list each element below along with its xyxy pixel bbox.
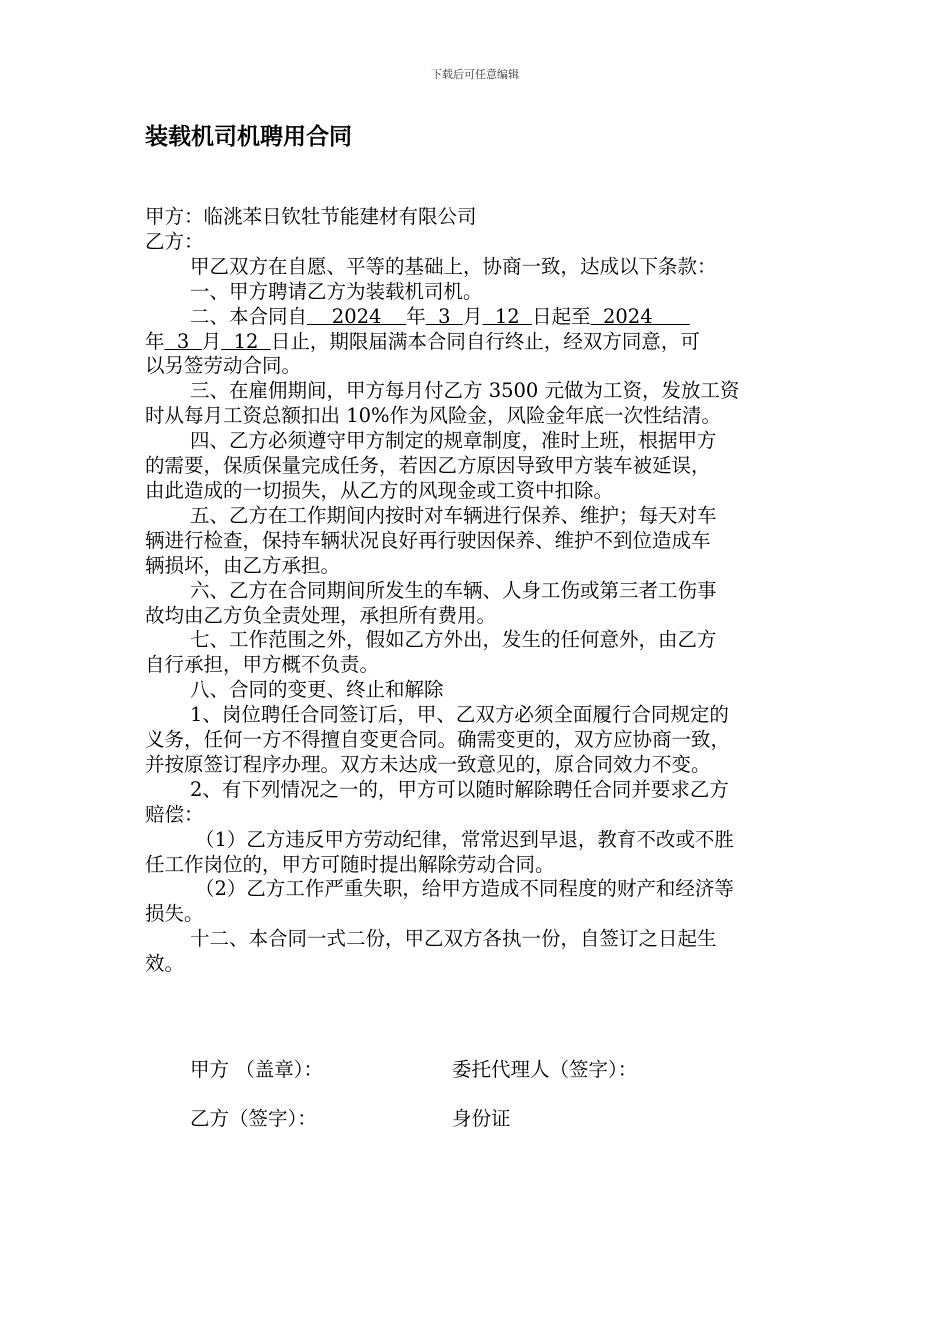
month-label: 月 (462, 304, 483, 328)
clause-6-line: 六、乙方在合同期间所发生的车辆、人身工伤或第三者工伤事 (190, 578, 717, 602)
clause-8-heading: 八、合同的变更、终止和解除 (190, 678, 444, 702)
clause-1: 一、甲方聘请乙方为装载机司机。 (190, 279, 483, 303)
page-header-note: 下载后可任意编辑 (431, 68, 519, 81)
clause-2-mid: 日起至 (532, 304, 591, 328)
clause-8-1-line: 义务，任何一方不得擅自变更合同。确需变更的，双方应协商一致， (145, 728, 731, 752)
id-card-label: 身份证 (452, 1107, 511, 1130)
clause-8-2-line: 2、有下列情况之一的，甲方可以随时解除聘任合同并要求乙方 (190, 777, 729, 801)
clause-2-line-1 (145, 305, 825, 330)
clause-12-line: 效。 (145, 952, 185, 976)
end-month-blank: 3 (164, 329, 202, 353)
item-2-line: 损失。 (145, 902, 204, 926)
clause-3-line: 时从每月工资总额扣出 10%作为风险金，风险金年底一次性结清。 (145, 404, 722, 428)
clause-7-line: 七、工作范围之外，假如乙方外出，发生的任何意外，由乙方 (190, 628, 717, 652)
clause-2-line-3: 以另签劳动合同。 (145, 354, 302, 378)
clause-5-line: 辆损坏，由乙方承担。 (145, 553, 341, 577)
clause-6-line: 故均由乙方负全责处理，承担所有费用。 (145, 603, 497, 627)
item-1-line: 任工作岗位的，甲方可随时提出解除劳动合同。 (145, 852, 555, 876)
clause-4-line: 由此造成的一切损失，从乙方的风现金或工资中扣除。 (145, 478, 614, 502)
party-b-line: 乙方： (145, 229, 204, 253)
clause-8-1-line: 并按原签订程序办理。双方未达成一致意见的，原合同效力不变。 (145, 752, 711, 776)
clause-4-line: 四、乙方必须遵守甲方制定的规章制度，准时上班，根据甲方 (190, 429, 717, 453)
party-a-seal-label: 甲方 （盖章）： (190, 1058, 323, 1081)
clause-2-suffix: 日止，期限届满本合同自行终止，经双方同意，可 (270, 329, 700, 353)
contract-body (145, 205, 825, 977)
clause-2-line-2 (145, 330, 825, 355)
clause-3-line: 三、在雇佣期间，甲方每月付乙方 3500 元做为工资，发放工资 (190, 379, 740, 403)
clause-12-line: 十二、本合同一式二份，甲乙双方各执一份，自签订之日起生 (190, 927, 717, 951)
item-2-line: （2）乙方工作严重失职，给甲方造成不同程度的财产和经济等 (195, 877, 734, 901)
document-title: 装载机司机聘用合同 (145, 124, 352, 150)
clause-8-1-line: 1、岗位聘任合同签订后，甲、乙双方必须全面履行合同规定的 (190, 703, 729, 727)
clause-2-prefix: 二、本合同自 (190, 304, 308, 328)
end-year-blank: 2024 (590, 304, 690, 328)
clause-7-line: 自行承担，甲方概不负责。 (145, 653, 380, 677)
start-year-blank: 2024 (307, 304, 407, 328)
start-day-blank: 12 (482, 304, 533, 328)
clause-5-line: 辆进行检查，保持车辆状况良好再行驶因保养、维护不到位造成车 (145, 528, 711, 552)
clause-8-2-line: 赔偿： (145, 802, 204, 826)
year-label: 年 (145, 329, 165, 353)
item-1-line: （1）乙方违反甲方劳动纪律，常常迟到早退，教育不改或不胜 (195, 827, 734, 851)
clause-4-line: 的需要，保质保量完成任务，若因乙方原因导致甲方装车被延误， (145, 454, 711, 478)
party-a-line: 甲方：临洮苯日钦牡节能建材有限公司 (145, 205, 477, 228)
end-day-blank: 12 (221, 329, 271, 353)
month-label: 月 (201, 329, 222, 353)
intro-paragraph: 甲乙双方在自愿、平等的基础上，协商一致，达成以下条款： (190, 254, 717, 278)
start-month-blank: 3 (425, 304, 463, 328)
clause-5-line: 五、乙方在工作期间内按时对车辆进行保养、维护；每天对车 (190, 503, 717, 527)
year-label: 年 (406, 304, 426, 328)
agent-signature-label: 委托代理人（签字）： (452, 1058, 638, 1081)
party-b-signature-label: 乙方（签字）： (190, 1107, 317, 1130)
